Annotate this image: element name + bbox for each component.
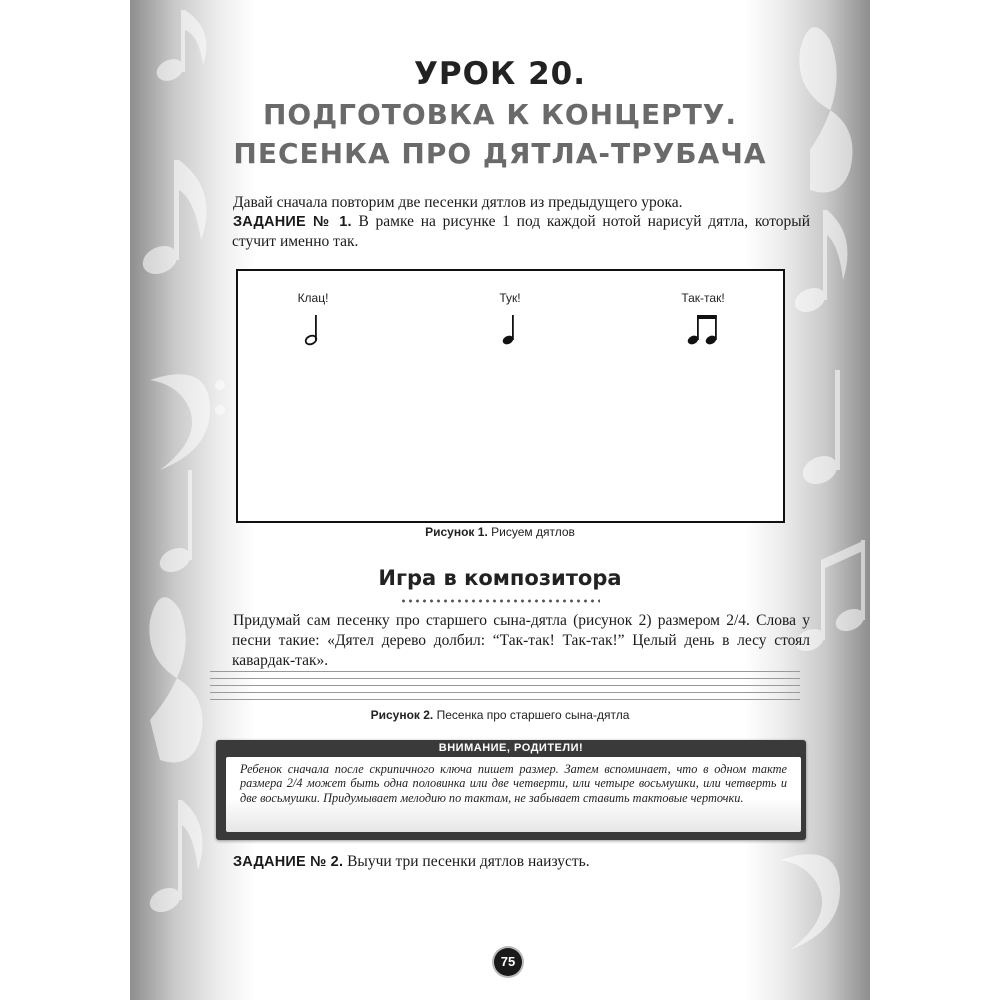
lesson-subtitle — [130, 95, 870, 173]
caption-text: Песенка про старшего сына-дятла — [436, 708, 630, 722]
task-1 — [232, 212, 810, 252]
caption-label: Рисунок 1. — [425, 525, 488, 539]
note-label: Тук! — [499, 291, 521, 305]
music-staff[interactable] — [210, 671, 800, 699]
quarter-note-icon — [500, 313, 520, 347]
note-group-2 — [475, 291, 545, 347]
figure-2-caption — [130, 708, 870, 722]
page-number: 75 — [494, 948, 522, 976]
notice-title: ВНИМАНИЕ, РОДИТЕЛИ! — [438, 742, 584, 754]
dotted-divider — [400, 598, 600, 604]
task-2 — [232, 852, 810, 872]
figure-1-caption — [130, 525, 870, 539]
section-heading: Игра в композитора — [378, 566, 622, 590]
intro-text: Давай сначала повторим две песенки дятлов из предыдущего урока. — [233, 194, 683, 211]
drawing-frame[interactable] — [236, 269, 785, 523]
task-1-label: ЗАДАНИЕ № 1. — [233, 214, 352, 230]
note-label: Так-так! — [681, 291, 725, 305]
notice-text: Ребенок сначала после скрипичного ключа пишет размер. Затем вспоминает, что в одном такте размера 2/4 может быть одна половинка или две четверти, или четыре восьмушки, или четверть и две восьмушки. Придумывает мелодию по тактам, не забывает ставить тактовые черточки. — [240, 762, 787, 805]
notice-body — [226, 757, 801, 832]
task-1-text: В рамке на рисунке 1 под каждой нотой нарисуй дятла, который стучит именно так. — [232, 213, 810, 250]
caption-text: Рисуем дятлов — [491, 525, 575, 539]
compose-text: Придумай сам песенку про старшего сына-дятла (рисунок 2) размером 2/4. Слова у песни такие: «Дятел дерево долбил: “Так-так! Так-так!” Целый день в лесу стоял кавардак-так». — [232, 612, 810, 669]
note-label: Клац! — [297, 291, 329, 305]
beamed-eighth-notes-icon — [685, 313, 721, 347]
lesson-title: УРОК 20. — [413, 56, 587, 92]
note-group-3 — [668, 291, 738, 347]
half-note-icon — [303, 313, 323, 347]
task-2-text: Выучи три песенки дятлов наизусть. — [347, 853, 590, 870]
task-2-label: ЗАДАНИЕ № 2. — [233, 854, 344, 870]
subtitle-line-1: ПОДГОТОВКА К КОНЦЕРТУ. — [262, 98, 738, 131]
subtitle-line-2: ПЕСЕНКА ПРО ДЯТЛА-ТРУБАЧА — [233, 137, 767, 170]
caption-label: Рисунок 2. — [370, 708, 434, 722]
page — [130, 0, 870, 1000]
parents-notice — [216, 740, 806, 840]
note-group-1 — [278, 291, 348, 347]
